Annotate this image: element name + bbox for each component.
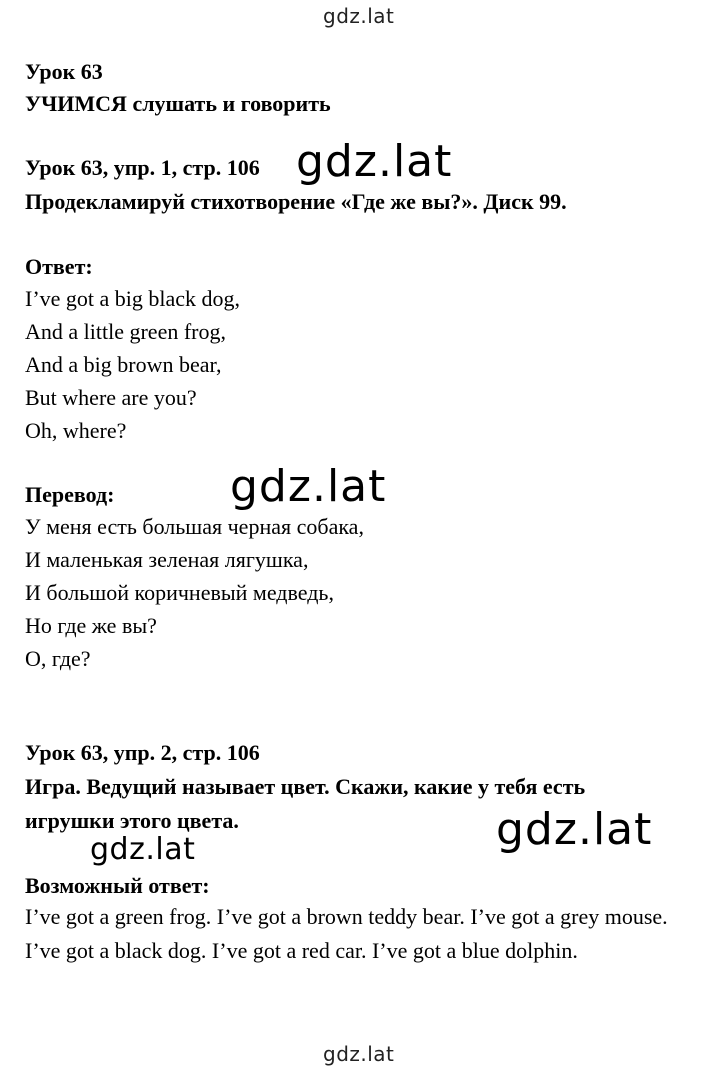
lesson-subtitle: УЧИМСЯ слушать и говорить	[25, 91, 331, 116]
exercise2-heading: Урок 63, упр. 2, стр. 106	[25, 740, 260, 765]
watermark-large-2: gdz.lat	[230, 461, 387, 512]
poem-line: And a big brown bear,	[25, 352, 222, 377]
poem-line: I’ve got a big black dog,	[25, 286, 241, 311]
watermark-large-3: gdz.lat	[496, 804, 653, 855]
watermark-bottom: gdz.lat	[323, 1042, 395, 1066]
translation-line: О, где?	[25, 646, 91, 671]
poem-line: And a little green frog,	[25, 319, 226, 344]
watermark-top: gdz.lat	[323, 4, 395, 28]
exercise1-answer-poem	[25, 282, 240, 447]
exercise1-translation-label: Перевод:	[25, 482, 115, 507]
exercise1-heading: Урок 63, упр. 1, стр. 106	[25, 155, 260, 180]
exercise1-answer-label: Ответ:	[25, 254, 93, 279]
watermark-large-1: gdz.lat	[296, 136, 453, 187]
translation-line: У меня есть большая черная собака,	[25, 514, 364, 539]
exercise2-task-line1: Игра. Ведущий называет цвет. Скажи, какие у тебя есть	[25, 774, 586, 799]
translation-line: И маленькая зеленая лягушка,	[25, 547, 309, 572]
exercise2-task-line2: игрушки этого цвета.	[25, 808, 239, 833]
poem-line: Oh, where?	[25, 418, 127, 443]
exercise1-task: Продекламируй стихотворение «Где же вы?». Диск 99.	[25, 189, 567, 214]
translation-line: И большой коричневый медведь,	[25, 580, 334, 605]
poem-line: But where are you?	[25, 385, 197, 410]
exercise1-translation	[25, 510, 364, 675]
translation-line: Но где же вы?	[25, 613, 157, 638]
exercise2-answer-label: Возможный ответ:	[25, 873, 210, 898]
lesson-title: Урок 63	[25, 59, 103, 84]
watermark-medium: gdz.lat	[90, 832, 196, 867]
exercise2-answer-text: I’ve got a green frog. I’ve got a brown teddy bear. I’ve got a grey mouse. I’ve got a black dog. I’ve got a red car. I’ve got a blue dolphin.	[25, 904, 668, 963]
